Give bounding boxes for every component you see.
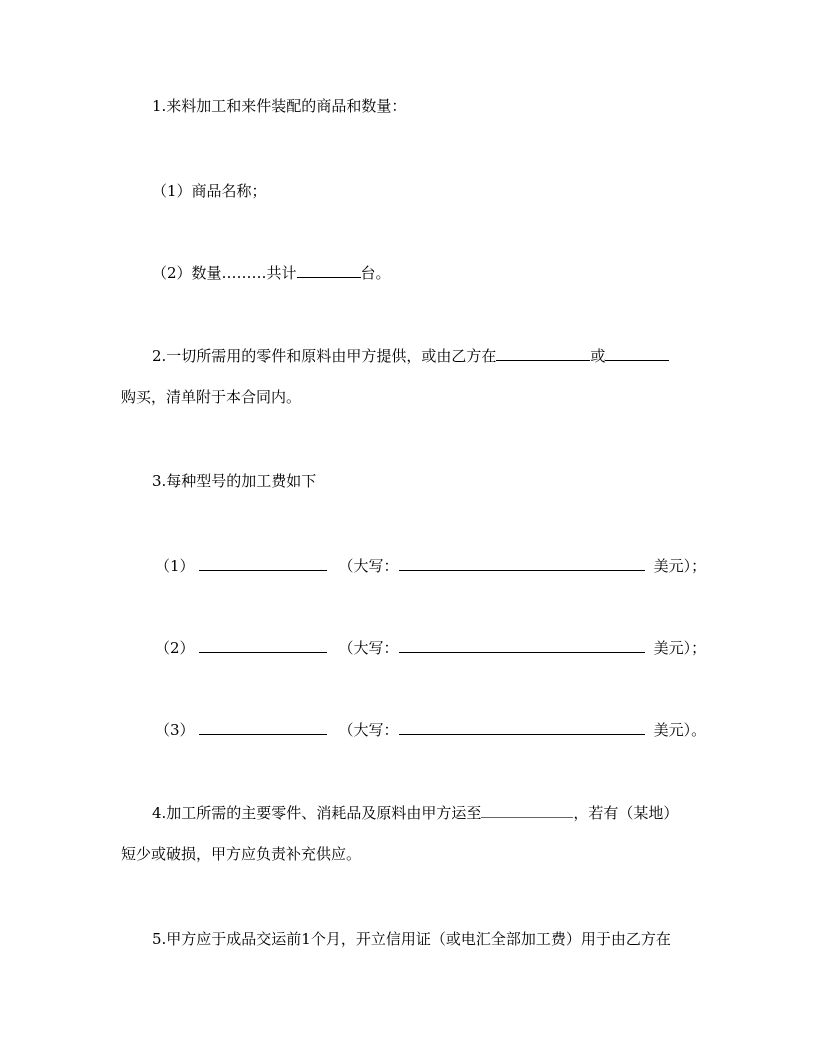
fee-row-num: （3） bbox=[155, 721, 195, 739]
fee-row bbox=[155, 556, 706, 576]
item4-line2: 短少或破损，甲方应负责补充供应。 bbox=[121, 845, 362, 863]
fee-row-daxie: （大写： bbox=[338, 557, 399, 575]
item1-sub2-suffix: 台。 bbox=[360, 264, 391, 282]
item2-line2: 购买，清单附于本合同内。 bbox=[121, 388, 302, 406]
fee-row-tail: 美元）。 bbox=[653, 721, 707, 739]
location-blank-2 bbox=[605, 346, 669, 361]
quantity-blank bbox=[297, 263, 361, 278]
fee-amount-blank bbox=[199, 556, 327, 571]
fee-daxie-blank bbox=[399, 556, 645, 571]
fee-row-tail: 美元）； bbox=[653, 639, 707, 657]
fee-row-daxie: （大写： bbox=[338, 639, 399, 657]
item2-line1 bbox=[152, 346, 669, 366]
fee-amount-blank bbox=[199, 720, 327, 735]
destination-blank bbox=[481, 803, 573, 818]
item1-heading: 1.来料加工和来件装配的商品和数量： bbox=[152, 97, 407, 115]
item4-line1-suffix: ，若有（某地） bbox=[573, 804, 679, 822]
fee-daxie-blank bbox=[399, 638, 645, 653]
fee-row-num: （2） bbox=[155, 639, 195, 657]
item1-sub2 bbox=[152, 263, 391, 283]
fee-row bbox=[155, 638, 706, 658]
item3-heading: 3.每种型号的加工费如下 bbox=[152, 472, 317, 490]
item2-line1-mid: 或 bbox=[590, 347, 606, 365]
item2-line1-prefix: 2.一切所需用的零件和原料由甲方提供，或由乙方在 bbox=[152, 347, 497, 365]
fee-row-daxie: （大写： bbox=[338, 721, 399, 739]
fee-row-tail: 美元）； bbox=[653, 557, 707, 575]
item5-line1: 5.甲方应于成品交运前1个月，开立信用证（或电汇全部加工费）用于由乙方在 bbox=[152, 930, 671, 948]
item1-sub2-prefix: （2）数量………共计 bbox=[152, 264, 297, 282]
item1-sub1: （1）商品名称； bbox=[152, 182, 267, 200]
item4-line1 bbox=[152, 803, 678, 823]
item4-line1-prefix: 4.加工所需的主要零件、消耗品及原料由甲方运至 bbox=[152, 804, 482, 822]
fee-row-num: （1） bbox=[155, 557, 195, 575]
location-blank-1 bbox=[496, 346, 590, 361]
fee-amount-blank bbox=[199, 638, 327, 653]
fee-daxie-blank bbox=[399, 720, 645, 735]
fee-row bbox=[155, 720, 706, 740]
